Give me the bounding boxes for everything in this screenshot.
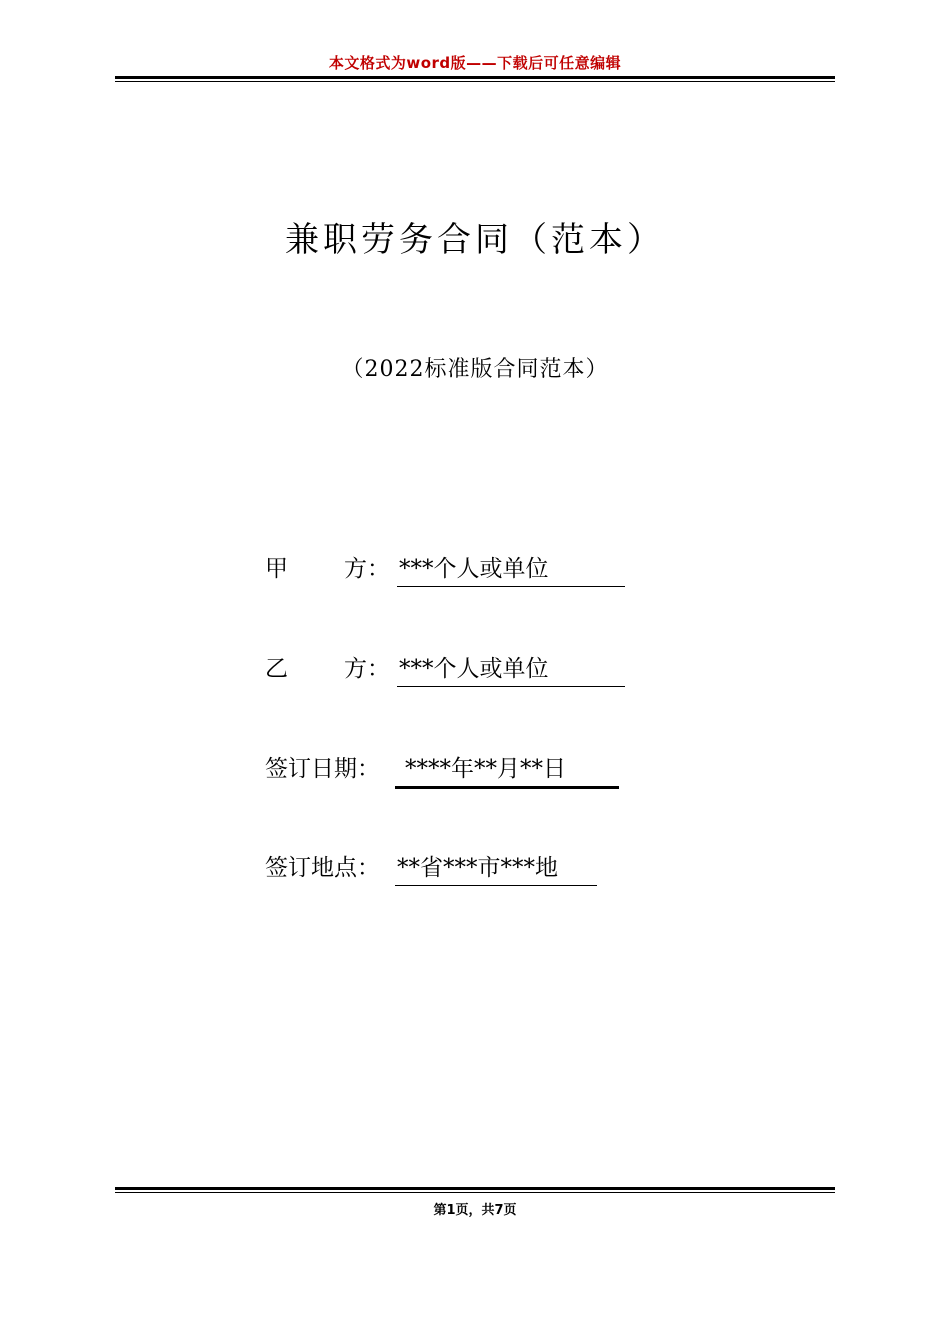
header-note: 本文格式为word版——下载后可任意编辑 (328, 54, 622, 72)
page-number: 第1页，共7页 (433, 1203, 517, 1218)
signing-date-label: 签订日期： (265, 756, 380, 782)
party-a-label: 甲 方： (265, 556, 390, 582)
signing-place-label: 签订地点： (265, 855, 380, 881)
party-b-label: 乙 方： (265, 656, 390, 682)
document-subtitle: （2022标准版合同范本） (341, 357, 609, 382)
signing-date-value: ****年**月**日 (395, 750, 619, 789)
header-rule (115, 76, 835, 82)
footer-rule (115, 1187, 835, 1193)
party-a-value: ***个人或单位 (397, 550, 625, 587)
party-b-value: ***个人或单位 (397, 650, 625, 687)
signing-place-value: **省***市***地 (395, 849, 597, 886)
document-title: 兼职劳务合同（范本） (285, 220, 665, 260)
